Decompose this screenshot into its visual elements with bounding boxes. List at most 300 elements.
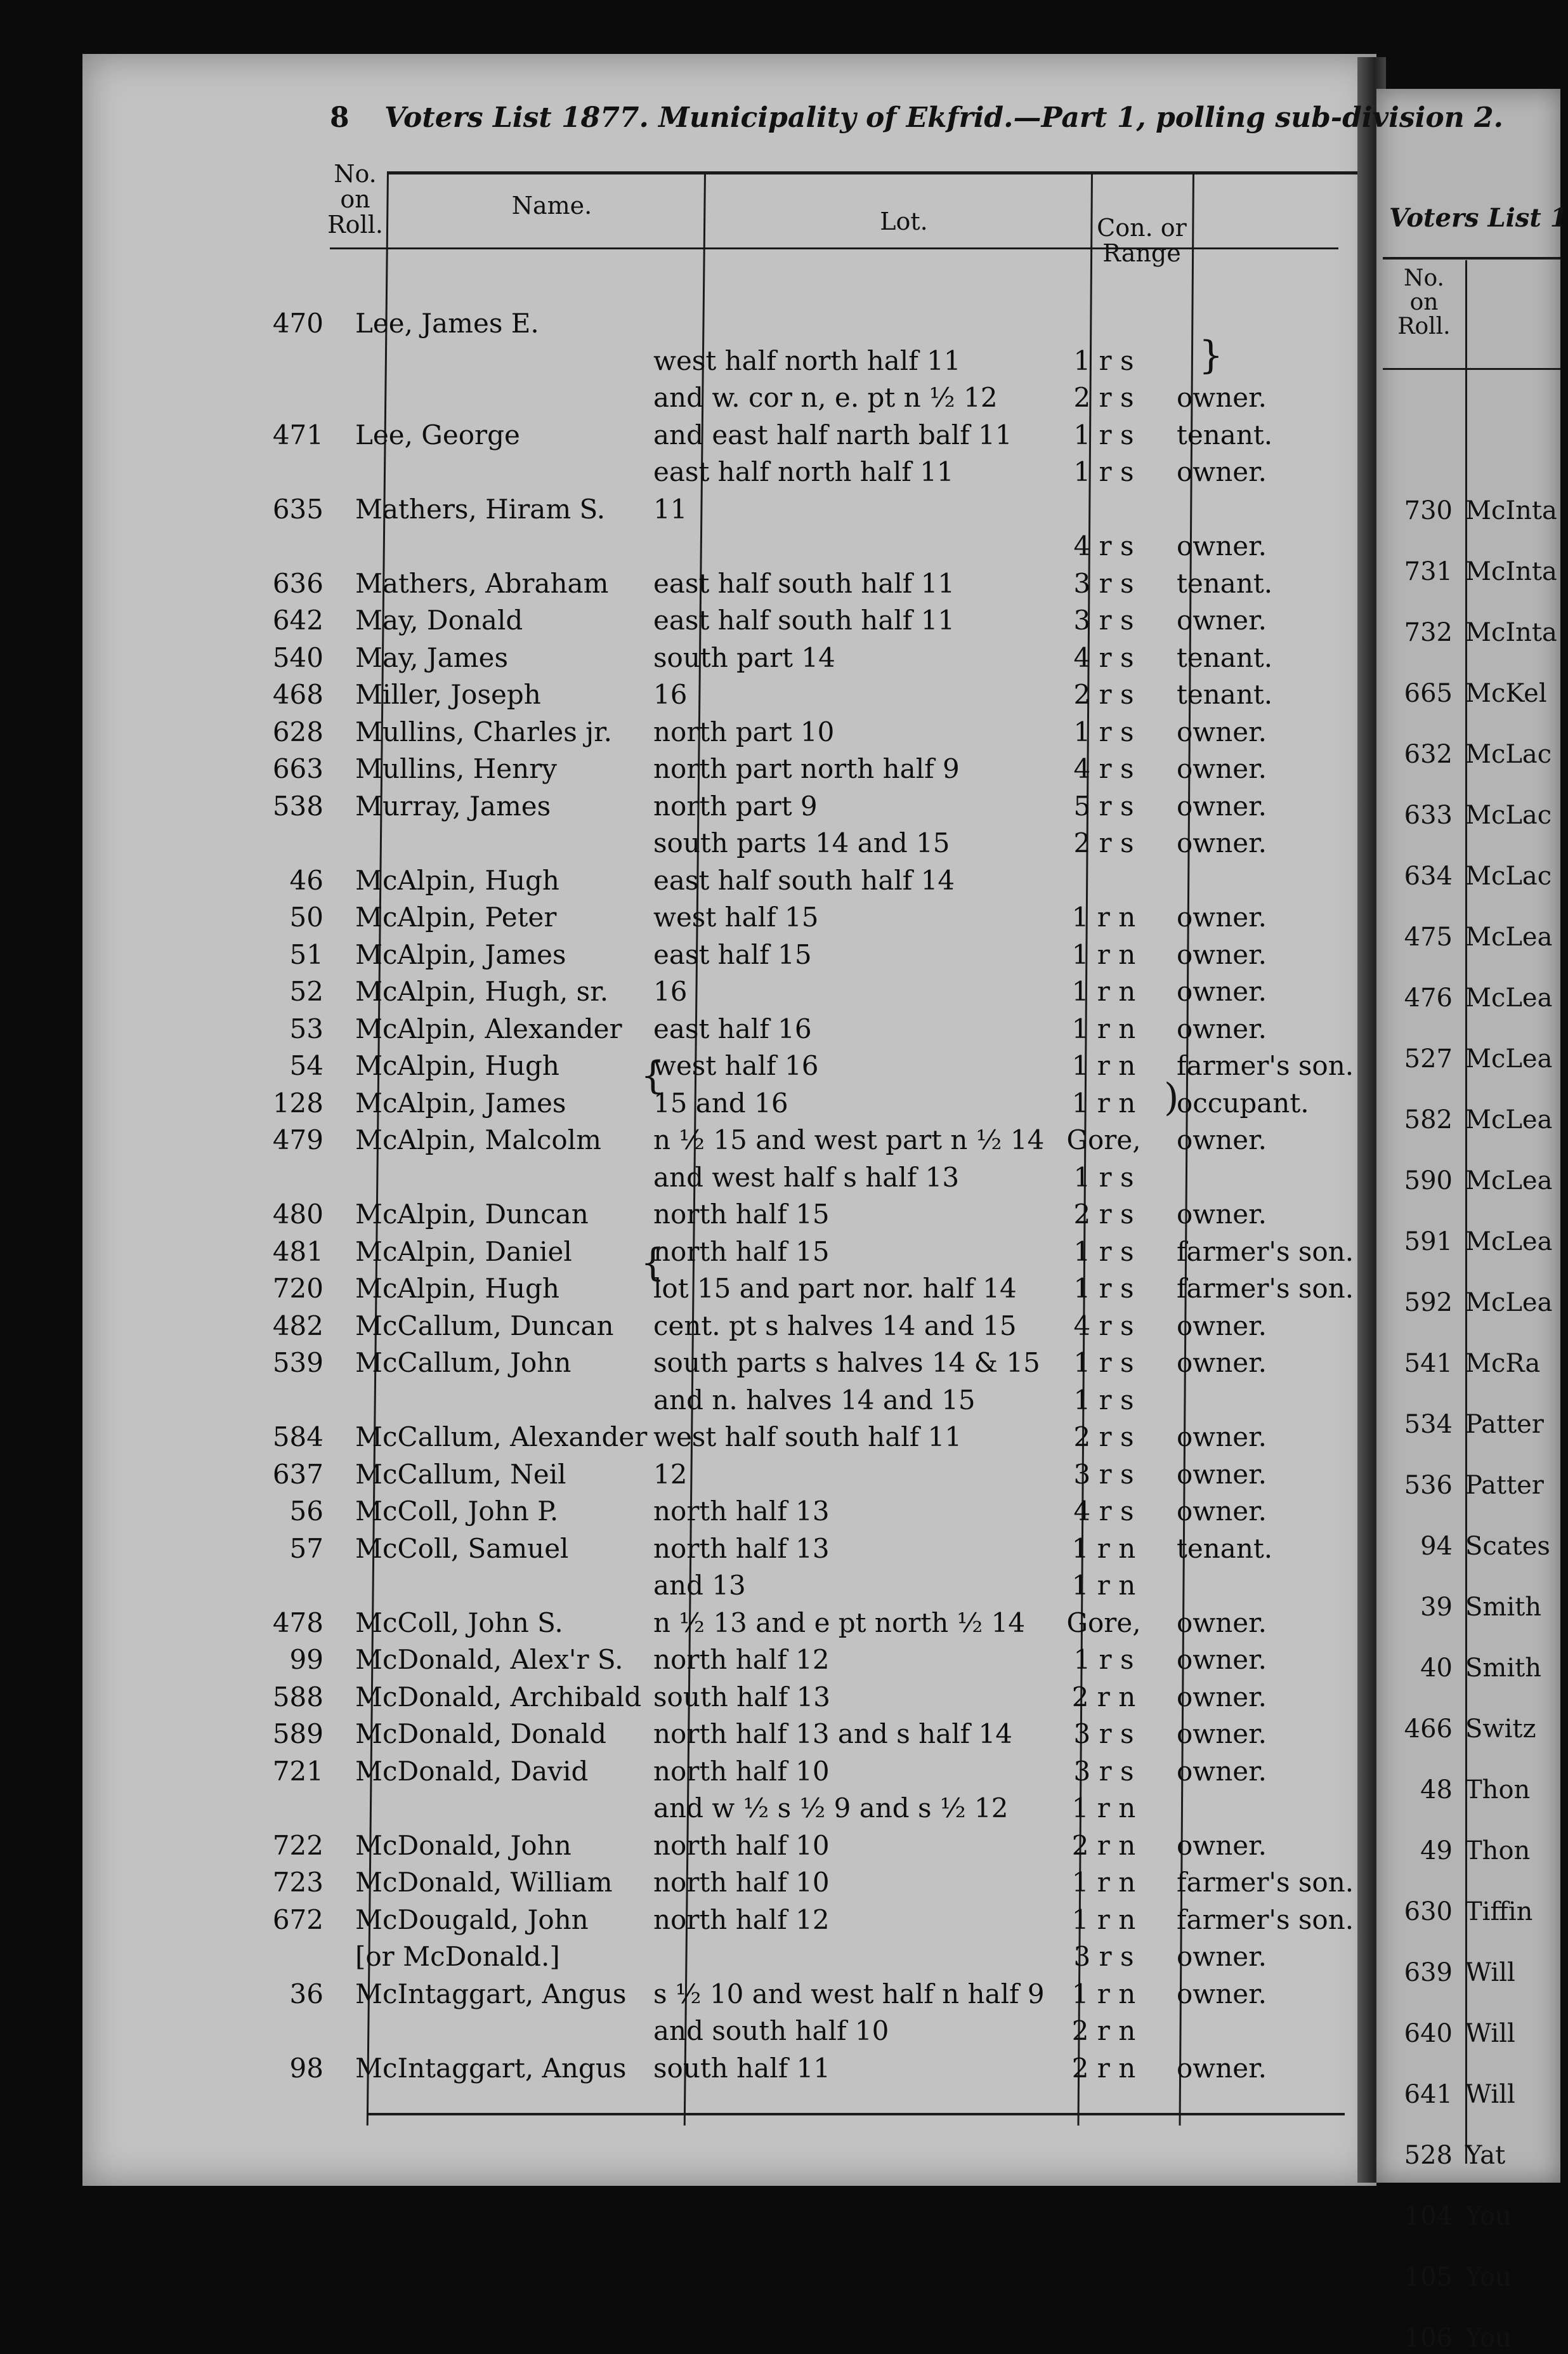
- page-number: 8: [330, 102, 350, 134]
- table-row: [0, 1867, 1354, 1898]
- table-row: [0, 902, 1294, 933]
- lot-description: and w. cor n, e. pt n ½ 12: [653, 382, 998, 413]
- concession-range: 3 r s: [1073, 1458, 1134, 1490]
- roll-number: 52: [289, 976, 323, 1007]
- table-row: [0, 865, 1294, 897]
- concession-range: 2 r s: [1073, 827, 1134, 858]
- roll-number: 588: [272, 1681, 323, 1713]
- table-row: [0, 1978, 1294, 2010]
- concession-range: 1 r n: [1071, 1867, 1136, 1898]
- right-table-row: [1376, 2079, 1560, 2110]
- voter-name: McAlpin, Hugh: [355, 1273, 559, 1304]
- voter-name: McDonald, Donald: [355, 1718, 606, 1749]
- table-row: [0, 419, 1294, 451]
- concession-range: 1 r s: [1073, 1347, 1134, 1378]
- right-roll-number: 48: [1420, 1775, 1453, 1805]
- voter-name: Lee, James E.: [355, 308, 539, 339]
- lot-description: s ½ 10 and west half n half 9: [653, 1978, 1045, 2009]
- concession-range: 1 r n: [1071, 902, 1136, 933]
- right-voter-name: Will: [1465, 2019, 1515, 2048]
- voter-status: owner.: [1177, 1681, 1267, 1713]
- table-row: [0, 1681, 1294, 1713]
- voter-status: owner.: [1177, 1978, 1267, 2009]
- right-roll-number: 476: [1404, 983, 1453, 1013]
- right-table-row: [1376, 1104, 1560, 1136]
- page-title: Voters List 1877. Municipality of Ekfrid.—Part 1, polling sub-division 2.: [384, 102, 1503, 134]
- right-table-row: [1376, 2140, 1560, 2171]
- col-header-name: Name.: [511, 192, 592, 220]
- voter-status: farmer's son.: [1177, 1235, 1354, 1267]
- voter-name: McIntaggart, Angus: [355, 1978, 627, 2009]
- right-roll-number: 475: [1404, 923, 1453, 952]
- voter-name: Lee, George: [355, 419, 520, 450]
- concession-range: 1 r s: [1073, 1384, 1134, 1416]
- right-page-title: Voters List 1: [1389, 203, 1568, 233]
- concession-range: 2 r n: [1071, 2052, 1136, 2084]
- voter-status: owner.: [1177, 1755, 1267, 1787]
- right-roll-number: 536: [1404, 1471, 1453, 1500]
- table-row: [0, 1607, 1294, 1639]
- table-row: [0, 1421, 1294, 1453]
- lot-description: north part 10: [653, 716, 835, 747]
- table-row: [0, 1756, 1294, 1787]
- right-table-row: [1376, 860, 1560, 892]
- voter-name: Miller, Joseph: [355, 679, 541, 710]
- right-voter-name: McLac: [1465, 801, 1552, 830]
- lot-description: and west half s half 13: [653, 1161, 960, 1193]
- brace-479-status: ): [1164, 1075, 1179, 1120]
- voter-status: owner.: [1177, 790, 1267, 822]
- concession-range: 3 r s: [1073, 605, 1134, 636]
- right-voter-name: Switz: [1465, 1714, 1536, 1744]
- voter-status: owner.: [1177, 902, 1267, 933]
- lot-description: north half 13: [653, 1496, 830, 1527]
- voter-name: McDonald, William: [355, 1867, 613, 1898]
- brace-470: }: [1199, 333, 1224, 378]
- table-row: [0, 1533, 1294, 1565]
- right-table-row: [1376, 678, 1560, 709]
- concession-range: 1 r n: [1071, 938, 1136, 970]
- concession-range: Gore,: [1066, 1607, 1141, 1638]
- voter-status: owner.: [1177, 1347, 1267, 1378]
- lot-description: 16: [653, 976, 688, 1007]
- lot-description: n ½ 15 and west part n ½ 14: [653, 1124, 1045, 1155]
- right-roll-number: 105: [1404, 2263, 1453, 2292]
- lot-description: east half 15: [653, 938, 812, 970]
- concession-range: 3 r s: [1073, 1718, 1134, 1749]
- voter-name: McAlpin, James: [355, 1087, 566, 1119]
- lot-description: north half 10: [653, 1867, 830, 1898]
- voter-status: farmer's son.: [1177, 1904, 1354, 1935]
- roll-number: 482: [272, 1310, 323, 1341]
- concession-range: 1 r s: [1073, 456, 1134, 487]
- right-voter-name: Thon: [1465, 1836, 1531, 1865]
- concession-range: 2 r s: [1073, 382, 1134, 413]
- right-voter-name: Will: [1465, 1958, 1515, 1987]
- voter-status: owner.: [1177, 1941, 1267, 1972]
- right-table-row: [1376, 739, 1560, 770]
- voter-status: tenant.: [1177, 419, 1273, 450]
- voter-status: owner.: [1177, 2052, 1267, 2084]
- right-voter-name: McLac: [1465, 740, 1552, 769]
- right-col-no-on-roll: No. on Roll.: [1397, 265, 1451, 339]
- lot-description: north part north half 9: [653, 753, 960, 784]
- right-voter-name: McInta: [1465, 618, 1557, 647]
- concession-range: 2 r s: [1073, 1199, 1134, 1230]
- right-voter-name: McLea: [1465, 1227, 1553, 1256]
- roll-number: 637: [272, 1458, 323, 1490]
- table-row: [0, 827, 1294, 859]
- table-row: [0, 1941, 1294, 1973]
- right-roll-number: 592: [1404, 1288, 1453, 1317]
- voter-status: farmer's son.: [1177, 1273, 1354, 1304]
- voter-name: Mullins, Henry: [355, 753, 557, 784]
- right-voter-name: Will: [1465, 2080, 1515, 2109]
- right-roll-number: 466: [1404, 1714, 1453, 1744]
- concession-range: 1 r n: [1071, 1050, 1136, 1081]
- right-table-row: [1376, 1774, 1560, 1806]
- right-roll-number: 634: [1404, 862, 1453, 891]
- right-voter-name: Smith: [1465, 1593, 1541, 1622]
- concession-range: 1 r n: [1071, 1087, 1136, 1119]
- concession-range: 1 r n: [1071, 1013, 1136, 1044]
- right-table-row: [1376, 2322, 1560, 2354]
- concession-range: 1 r s: [1073, 716, 1134, 747]
- concession-range: 2 r n: [1071, 1681, 1136, 1713]
- page-header: [330, 102, 1503, 134]
- table-row: [0, 1570, 1294, 1601]
- voter-name: McAlpin, Duncan: [355, 1199, 589, 1230]
- lot-description: west half south half 11: [653, 1421, 962, 1452]
- concession-range: 1 r s: [1073, 345, 1134, 376]
- roll-number: 471: [272, 419, 323, 450]
- table-row: [0, 456, 1294, 488]
- roll-number: 51: [289, 938, 323, 970]
- roll-number: 663: [272, 753, 323, 784]
- right-table-row: [1376, 556, 1560, 588]
- voter-name: McIntaggart, Angus: [355, 2052, 627, 2084]
- right-voter-name: McRa: [1465, 1349, 1541, 1378]
- voter-name: McCallum, Duncan: [355, 1310, 614, 1341]
- lot-description: north half 12: [653, 1644, 830, 1675]
- table-row: [0, 530, 1294, 562]
- roll-number: 36: [289, 1978, 323, 2009]
- concession-range: 1 r n: [1071, 1978, 1136, 2009]
- right-roll-number: 730: [1404, 496, 1453, 525]
- right-roll-number: 640: [1404, 2019, 1453, 2048]
- concession-range: 2 r s: [1073, 679, 1134, 710]
- voter-status: tenant.: [1177, 567, 1273, 599]
- right-table-row: [1376, 921, 1560, 953]
- right-roll-number: 665: [1404, 679, 1453, 708]
- voter-status: tenant.: [1177, 1532, 1273, 1564]
- roll-number: 128: [272, 1087, 323, 1119]
- lot-description: 15 and 16: [653, 1087, 788, 1119]
- table-row: [0, 1013, 1294, 1045]
- voter-name: McColl, John P.: [355, 1496, 559, 1527]
- roll-number: 584: [272, 1421, 323, 1452]
- roll-number: 722: [272, 1829, 323, 1861]
- right-roll-number: 106: [1404, 2324, 1453, 2353]
- right-roll-number: 590: [1404, 1166, 1453, 1195]
- right-voter-name: McLea: [1465, 1288, 1553, 1317]
- concession-range: 4 r s: [1073, 1496, 1134, 1527]
- lot-description: lot 15 and part nor. half 14: [653, 1273, 1017, 1304]
- right-voter-name: Patter: [1465, 1410, 1544, 1439]
- table-row: [0, 2053, 1294, 2084]
- right-page: [1376, 89, 1568, 2353]
- right-roll-number: 49: [1420, 1836, 1453, 1865]
- roll-number: 539: [272, 1347, 323, 1378]
- right-roll-number: 641: [1404, 2080, 1453, 2109]
- right-roll-number: 632: [1404, 740, 1453, 769]
- header-rule-top: [387, 171, 1357, 174]
- right-table-row: [1376, 1530, 1560, 1562]
- voter-status: farmer's son.: [1177, 1867, 1354, 1898]
- concession-range: 1 r n: [1071, 976, 1136, 1007]
- table-row: [0, 1904, 1354, 1936]
- voter-status: tenant.: [1177, 641, 1273, 673]
- voter-name: McColl, John S.: [355, 1607, 563, 1638]
- right-roll-number: 94: [1420, 1532, 1453, 1561]
- brace-479: {: [641, 1053, 665, 1098]
- right-voter-name: Patter: [1465, 1471, 1544, 1500]
- table-row: [0, 791, 1294, 822]
- right-table-row: [1376, 1652, 1560, 1684]
- lot-description: and w ½ s ½ 9 and s ½ 12: [653, 1792, 1009, 1824]
- lot-description: north half 15: [653, 1235, 830, 1267]
- roll-number: 723: [272, 1867, 323, 1898]
- table-row: [0, 494, 1294, 525]
- voter-name: McAlpin, James: [355, 938, 566, 970]
- voter-name: McAlpin, Daniel: [355, 1235, 572, 1267]
- right-voter-name: McLea: [1465, 983, 1553, 1013]
- voter-status: owner.: [1177, 1829, 1267, 1861]
- right-voter-name: You: [1465, 2263, 1512, 2292]
- right-voter-name: McLea: [1465, 1166, 1553, 1195]
- table-row: [0, 1384, 1294, 1416]
- voter-status: owner.: [1177, 530, 1267, 562]
- right-roll-number: 732: [1404, 618, 1453, 647]
- voter-status: owner.: [1177, 1199, 1267, 1230]
- voter-name: McAlpin, Peter: [355, 902, 557, 933]
- table-row: [0, 382, 1294, 414]
- concession-range: 1 r s: [1073, 419, 1134, 450]
- right-roll-number: 591: [1404, 1227, 1453, 1256]
- voter-name: McCallum, Neil: [355, 1458, 566, 1490]
- voter-status: owner.: [1177, 1310, 1267, 1341]
- right-table-row: [1376, 1043, 1560, 1075]
- right-voter-name: Smith: [1465, 1654, 1541, 1683]
- right-roll-number: 39: [1420, 1593, 1453, 1622]
- roll-number: 481: [272, 1235, 323, 1267]
- roll-number: 540: [272, 641, 323, 673]
- voter-status: owner.: [1177, 1124, 1267, 1155]
- right-table-row: [1376, 1470, 1560, 1501]
- voter-status: farmer's son.: [1177, 1050, 1354, 1081]
- concession-range: 1 r s: [1073, 1273, 1134, 1304]
- voter-name: McDougald, John: [355, 1904, 589, 1935]
- lot-description: south half 13: [653, 1681, 831, 1713]
- table-row: [0, 345, 1294, 377]
- roll-number: 54: [289, 1050, 323, 1081]
- lot-description: north half 13 and s half 14: [653, 1718, 1012, 1749]
- right-table-row: [1376, 982, 1560, 1014]
- voter-status: owner.: [1177, 605, 1267, 636]
- col-header-no-on-roll: No. on Roll.: [327, 160, 383, 239]
- voter-name: May, Donald: [355, 605, 523, 636]
- right-roll-number: 104: [1404, 2202, 1453, 2231]
- table-row: [0, 1644, 1294, 1676]
- voter-name: McAlpin, Hugh, sr.: [355, 976, 609, 1007]
- roll-number: 46: [289, 864, 323, 896]
- voter-name: McDonald, Alex'r S.: [355, 1644, 624, 1675]
- table-row: [0, 679, 1294, 711]
- lot-description: north half 12: [653, 1904, 830, 1935]
- voter-name: Mullins, Charles jr.: [355, 716, 612, 747]
- lot-description: south parts s halves 14 & 15: [653, 1347, 1040, 1378]
- voter-status: owner.: [1177, 716, 1267, 747]
- right-roll-number: 40: [1420, 1654, 1453, 1683]
- right-roll-number: 731: [1404, 557, 1453, 586]
- right-voter-name: Yat: [1465, 2141, 1506, 2170]
- right-voter-name: Tiffin: [1465, 1897, 1533, 1926]
- right-voter-name: McKel: [1465, 679, 1547, 708]
- lot-description: and east half narth balf 11: [653, 419, 1012, 450]
- roll-number: 98: [289, 2052, 323, 2084]
- right-table-row: [1376, 495, 1560, 527]
- right-table-row: [1376, 2261, 1560, 2293]
- right-table-row: [1376, 1409, 1560, 1440]
- lot-description: 16: [653, 679, 688, 710]
- concession-range: 5 r s: [1073, 790, 1134, 822]
- table-row: [0, 1718, 1294, 1750]
- concession-range: 2 r s: [1073, 1421, 1134, 1452]
- concession-range: 4 r s: [1073, 641, 1134, 673]
- concession-range: 1 r n: [1071, 1792, 1136, 1824]
- concession-range: 1 r s: [1073, 1161, 1134, 1193]
- concession-range: 1 r s: [1073, 1644, 1134, 1675]
- right-voter-name: McLea: [1465, 923, 1553, 952]
- right-roll-number: 633: [1404, 801, 1453, 830]
- voter-name: McCallum, John: [355, 1347, 572, 1378]
- concession-range: 4 r s: [1073, 753, 1134, 784]
- roll-number: 538: [272, 790, 323, 822]
- concession-range: 1 r n: [1071, 1532, 1136, 1564]
- lot-description: north half 10: [653, 1829, 830, 1861]
- right-roll-number: 582: [1404, 1105, 1453, 1134]
- lot-description: cent. pt s halves 14 and 15: [653, 1310, 1017, 1341]
- roll-number: 50: [289, 902, 323, 933]
- voter-name: Mathers, Abraham: [355, 567, 609, 599]
- right-table-row: [1376, 617, 1560, 648]
- roll-number: 721: [272, 1755, 323, 1787]
- roll-number: 57: [289, 1532, 323, 1564]
- roll-number: 479: [272, 1124, 323, 1155]
- voter-status: owner.: [1177, 753, 1267, 784]
- concession-range: 3 r s: [1073, 1755, 1134, 1787]
- lot-description: and 13: [653, 1570, 746, 1601]
- lot-description: east half south half 11: [653, 567, 955, 599]
- right-table-row: [1376, 2018, 1560, 2049]
- roll-number: 672: [272, 1904, 323, 1935]
- lot-description: south parts 14 and 15: [653, 827, 950, 858]
- voter-name: Murray, James: [355, 790, 551, 822]
- concession-range: Gore,: [1066, 1124, 1141, 1155]
- lot-description: south half 11: [653, 2052, 831, 2084]
- right-voter-name: You: [1465, 2202, 1512, 2231]
- right-table-row: [1376, 1591, 1560, 1623]
- concession-range: 1 r n: [1071, 1904, 1136, 1935]
- table-row: [0, 1310, 1294, 1342]
- right-voter-name: McInta: [1465, 496, 1557, 525]
- right-roll-number: 528: [1404, 2141, 1453, 2170]
- voter-name: McDonald, Archibald: [355, 1681, 642, 1713]
- right-roll-number: 527: [1404, 1044, 1453, 1074]
- right-table-row: [1376, 1835, 1560, 1867]
- concession-range: 1 r n: [1071, 1570, 1136, 1601]
- voter-status: owner.: [1177, 1607, 1267, 1638]
- lot-description: north part 9: [653, 790, 818, 822]
- roll-number: 480: [272, 1199, 323, 1230]
- voter-name: [or McDonald.]: [355, 1941, 560, 1972]
- right-voter-name: You: [1465, 2324, 1512, 2353]
- voter-status: owner.: [1177, 1458, 1267, 1490]
- right-table-row: [1376, 1226, 1560, 1258]
- voter-status: owner.: [1177, 1718, 1267, 1749]
- voter-status: owner.: [1177, 382, 1267, 413]
- right-voter-name: McLea: [1465, 1105, 1553, 1134]
- voter-status: owner.: [1177, 938, 1267, 970]
- lot-description: west half 16: [653, 1050, 819, 1081]
- table-row: [0, 1459, 1294, 1490]
- right-roll-number: 639: [1404, 1958, 1453, 1987]
- lot-description: 11: [653, 493, 688, 525]
- right-table-row: [1376, 1348, 1560, 1379]
- voter-status: owner.: [1177, 976, 1267, 1007]
- voter-name: May, James: [355, 641, 509, 673]
- right-voter-name: Thon: [1465, 1775, 1531, 1805]
- table-row: [0, 1199, 1294, 1230]
- right-table-row: [1376, 1287, 1560, 1318]
- table-row: [0, 1496, 1294, 1527]
- lot-description: west half 15: [653, 902, 819, 933]
- lot-description: east half south half 11: [653, 605, 955, 636]
- right-voter-name: McLac: [1465, 862, 1552, 891]
- lot-description: and south half 10: [653, 2015, 889, 2046]
- table-row: [0, 605, 1294, 636]
- right-col-divider: [1465, 260, 1467, 2164]
- voter-status: owner.: [1177, 1013, 1267, 1044]
- voter-name: McAlpin, Hugh: [355, 864, 559, 896]
- roll-number: 470: [272, 308, 323, 339]
- right-table-row: [1376, 799, 1560, 831]
- lot-description: east half south half 14: [653, 864, 955, 896]
- concession-range: 4 r s: [1073, 1310, 1134, 1341]
- right-table-row: [1376, 1957, 1560, 1989]
- roll-number: 635: [272, 493, 323, 525]
- lot-description: east half north half 11: [653, 456, 954, 487]
- lot-description: north half 13: [653, 1532, 830, 1564]
- roll-number: 99: [289, 1644, 323, 1675]
- right-roll-number: 541: [1404, 1349, 1453, 1378]
- voter-name: McDonald, John: [355, 1829, 572, 1861]
- roll-number: 53: [289, 1013, 323, 1044]
- table-row: [0, 1830, 1294, 1862]
- right-roll-number: 630: [1404, 1897, 1453, 1926]
- table-row: [0, 1124, 1294, 1156]
- concession-range: 3 r s: [1073, 1941, 1134, 1972]
